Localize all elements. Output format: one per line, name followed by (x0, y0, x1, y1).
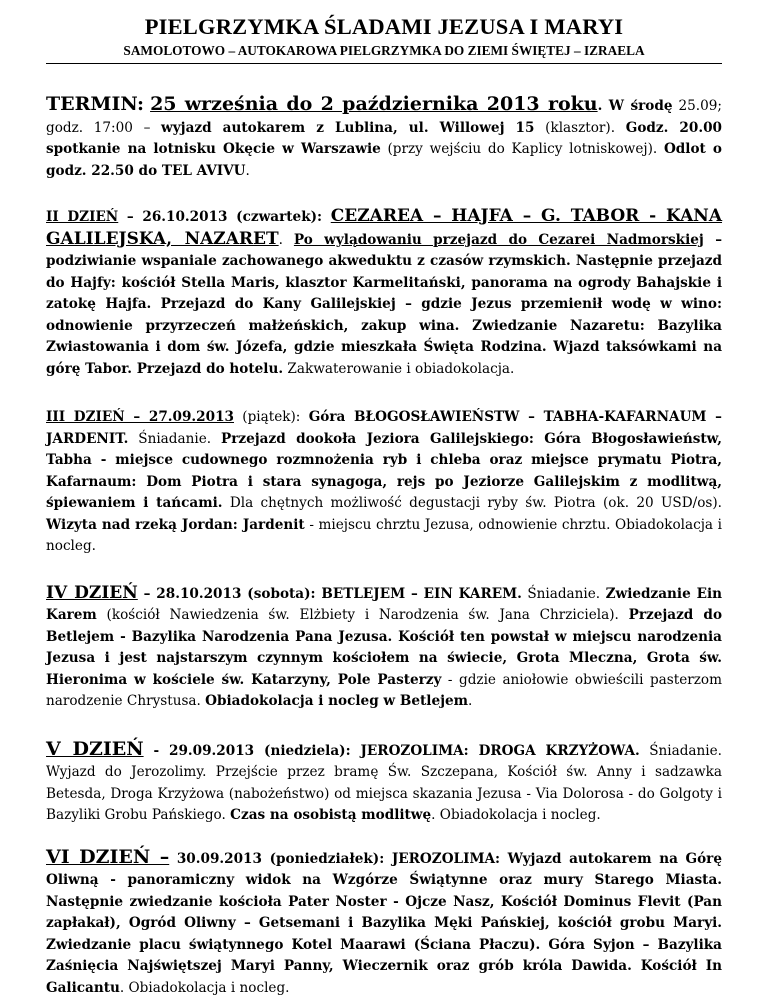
termin-text-5: Godz. 20.00 spotkanie na lotnisku Okęcie w Warszawie (46, 120, 722, 158)
day5-text-3: Czas na osobistą modlitwę (230, 807, 431, 823)
day4-text-7: Obiadokolacja i nocleg w Betlejem (205, 693, 468, 709)
document-page (46, 0, 722, 999)
day6-label: VI DZIEŃ – (46, 846, 169, 868)
day4-text-3: Zwiedzanie Ein Karem (46, 586, 722, 624)
day2-text-1: . (279, 232, 294, 248)
day5-text-1: - 29.09.2013 (niedziela): JEROZOLIMA: DROGA KRZYŻOWA. (144, 743, 640, 759)
day5-text-4: . Obiadokolacja i nocleg. (431, 807, 601, 823)
page-subtitle: SAMOLOTOWO – AUTOKAROWA PIELGRZYMKA DO ZIEMI ŚWIĘTEJ – IZRAELA (46, 43, 722, 64)
day2-text-4: Zakwaterowanie i obiadokolacja. (283, 361, 514, 377)
day4-text-2: Śniadanie. (522, 586, 606, 602)
day3-text-1: (piątek): (234, 409, 309, 425)
termin-text-6: (przy wejściu do Kaplicy lotniskowej). (381, 141, 664, 157)
termin-dates: 25 września do 2 października 2013 roku (150, 93, 598, 115)
day3-text-2: Góra BŁOGOSŁAWIEŃSTW – TABHA-KAFARNAUM – JARDENIT. (46, 409, 722, 447)
section-day-6 (46, 847, 722, 999)
termin-text-7: Odlot o godz. 22.50 do TEL AVIVU (46, 141, 722, 179)
day3-text-4: Przejazd dookoła Jeziora Galilejskiego: Góra Błogosławieństw, Tabha - miejsce cudownego rozmnożenia ryb i chleba oraz miejsce prymatu Piotra, Kafarnaum: Dom Piotra i stara synagoga, rejs po Jeziorze Galilejskim z modlitwą, śpiewaniem i tańcami. (46, 431, 722, 512)
day4-label: IV DZIEŃ (46, 583, 138, 603)
termin-text-2: 25.09; godz. 17:00 – (46, 98, 722, 136)
section-day-4 (46, 583, 722, 713)
section-termin (46, 94, 722, 182)
day4-text-8: . (468, 693, 472, 709)
day2-date: – 26.10.2013 (czwartek): (118, 209, 330, 225)
day3-text-3: Śniadanie. (128, 431, 221, 447)
day3-label: III DZIEŃ – 27.09.2013 (46, 409, 234, 425)
day3-text-6: Wizyta nad rzeką Jordan: Jardenit (46, 517, 305, 533)
day4-text-6: - gdzie aniołowie obwieścili pasterzom narodzenie Chrystusa. (46, 672, 722, 710)
day6-text-1: 30.09.2013 (poniedziałek): JEROZOLIMA: Wyjazd autokarem na Górę Oliwną - panoramiczny widok na Wzgórze Świątynne oraz mury Starego Miasta. Następnie zwiedzanie kościoła Pater Noster - Ojcze Nasz, Kościół Dominus Flevit (Pan zapłakał), Ogród Oliwny – Getsemani i Bazylika Męki Pańskiej, kościół grobu Maryi. Zwiedzanie placu świątynnego Kotel Maarawi (Ściana Płaczu). Góra Syjon – Bazylika Zaśnięcia Najświętszej Maryi Panny, Wieczernik oraz grób króla Dawida. Kościół In Galicantu (46, 851, 722, 996)
day4-text-4: (kościół Nawiedzenia św. Elżbiety i Narodzenia św. Jana Chrziciela). (97, 607, 629, 623)
day2-text-3: – podziwianie wspaniale zachowanego akweduktu z czasów rzymskich. Następnie przejazd do Hajfy: kościół Stella Maris, klasztor Karmelitański, panorama na ogrody Bahajskie i zatokę Hajfa. Przejazd do Kany Galilejskiej – gdzie Jezus przemienił wodę w wino: odnowienie przyrzeczeń małżeńskich, zakup wina. Zwiedzanie Nazaretu: Bazylika Zwiastowania i dom św. Józefa, gdzie mieszkała Święta Rodzina. Wjazd taksówkami na górę Tabor. Przejazd do hotelu. (46, 232, 722, 377)
day5-label: V DZIEŃ (46, 738, 144, 760)
termin-text-8: . (246, 163, 250, 179)
day2-route: CEZAREA – HAJFA – G. TABOR - KANA GALILEJSKA, NAZARET (46, 206, 722, 249)
termin-label: TERMIN: (46, 93, 144, 115)
day4-text-5: Przejazd do Betlejem - Bazylika Narodzenia Pana Jezusa. Kościół ten powstał w miejscu narodzenia Jezusa i jest najstarszym czynnym kościołem na świecie, Grota Mleczna, Grota św. Hieronima w kościele św. Katarzyny, Pole Pasterzy (46, 607, 722, 688)
day4-text-1: – 28.10.2013 (sobota): BETLEJEM – EIN KAREM. (138, 586, 522, 602)
termin-text-4: (klasztor). (534, 120, 625, 136)
day6-text-2: . Obiadokolacja i nocleg. (120, 980, 290, 996)
termin-text-1: . W środę (598, 98, 673, 114)
day5-text-2: Śniadanie. Wyjazd do Jerozolimy. Przejście przez bramę Św. Szczepana, Kościół św. Anny i sadzawka Betesda, Droga Krzyżowa (nabożeństwo) od miejsca skazania Jezusa - Via Dolorosa - do Golgoty i Bazyliki Grobu Pańskiego. (46, 743, 722, 824)
termin-text-3: wyjazd autokarem z Lublina, ul. Willowej 15 (161, 120, 534, 136)
section-day-5 (46, 739, 722, 827)
section-day-3 (46, 407, 722, 558)
section-day-2 (46, 206, 722, 380)
page-title: PIELGRZYMKA ŚLADAMI JEZUSA I MARYI (46, 14, 722, 40)
day3-text-7: - miejscu chrztu Jezusa, odnowienie chrztu. Obiadokolacja i nocleg. (46, 517, 722, 555)
day2-label: II DZIEŃ (46, 209, 118, 225)
day3-text-5: Dla chętnych możliwość degustacji ryby św. Piotra (ok. 20 USD/os). (223, 495, 722, 511)
day2-text-2: Po wylądowaniu przejazd do Cezarei Nadmorskiej (294, 232, 704, 248)
